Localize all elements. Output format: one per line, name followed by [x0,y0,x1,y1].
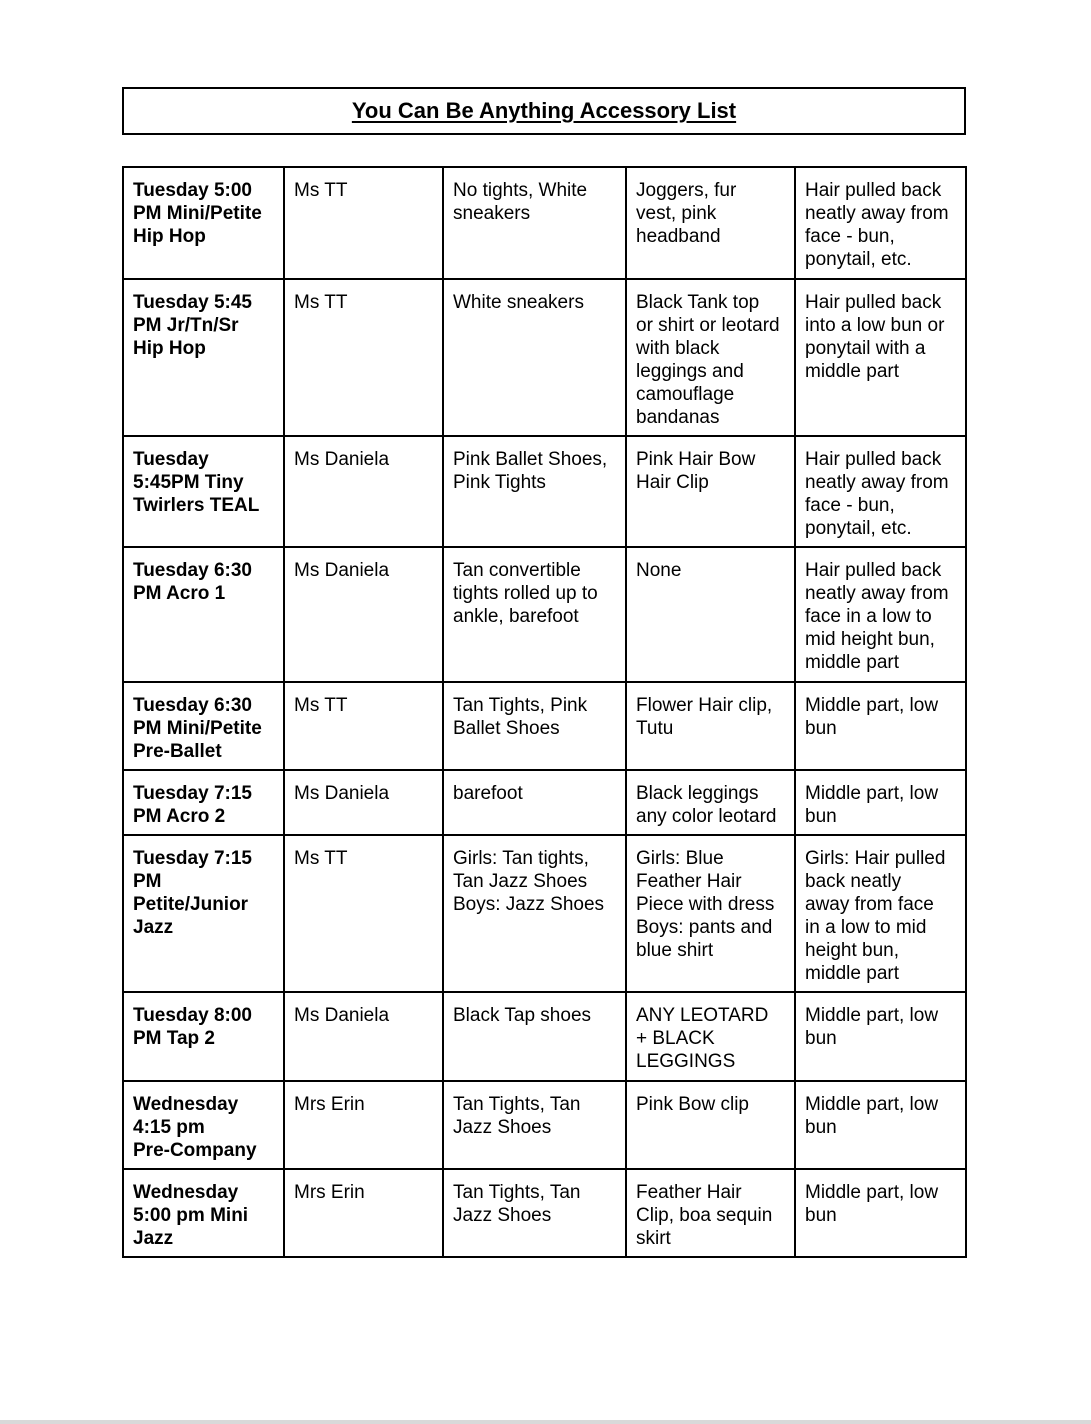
teacher-cell: Ms Daniela [284,547,443,682]
shoes-tights-cell: Tan convertible tights rolled up to ankle, barefoot [443,547,626,682]
class-time-cell: Tuesday 5:45PM Tiny Twirlers TEAL [123,436,284,547]
class-time-cell: Tuesday 8:00 PM Tap 2 [123,992,284,1081]
hair-cell: Middle part, low bun [795,770,966,835]
hair-cell: Middle part, low bun [795,992,966,1081]
accessories-cell: Black Tank top or shirt or leotard with black leggings and camouflage bandanas [626,279,795,436]
table-row [123,167,966,279]
hair-cell: Middle part, low bun [795,682,966,770]
accessory-table [122,166,967,1258]
accessories-cell: Pink Hair Bow Hair Clip [626,436,795,547]
teacher-cell: Ms TT [284,279,443,436]
table-row [123,279,966,436]
title-box [122,87,966,135]
teacher-cell: Mrs Erin [284,1081,443,1169]
accessories-cell: Girls: Blue Feather Hair Piece with dress Boys: pants and blue shirt [626,835,795,992]
teacher-cell: Ms TT [284,682,443,770]
table-row [123,547,966,682]
teacher-cell: Ms Daniela [284,436,443,547]
table-row [123,682,966,770]
shoes-tights-cell: White sneakers [443,279,626,436]
class-time-cell: Wednesday 5:00 pm Mini Jazz [123,1169,284,1257]
class-time-cell: Tuesday 6:30 PM Acro 1 [123,547,284,682]
shoes-tights-cell: Tan Tights, Pink Ballet Shoes [443,682,626,770]
hair-cell: Hair pulled back neatly away from face in a low to mid height bun, middle part [795,547,966,682]
table-row [123,770,966,835]
hair-cell: Middle part, low bun [795,1081,966,1169]
hair-cell: Hair pulled back neatly away from face - bun, ponytail, etc. [795,436,966,547]
class-time-cell: Tuesday 7:15 PM Acro 2 [123,770,284,835]
shoes-tights-cell: No tights, White sneakers [443,167,626,279]
teacher-cell: Ms Daniela [284,992,443,1081]
shoes-tights-cell: barefoot [443,770,626,835]
hair-cell: Girls: Hair pulled back neatly away from face in a low to mid height bun, middle part [795,835,966,992]
table-row [123,835,966,992]
shoes-tights-cell: Tan Tights, Tan Jazz Shoes [443,1169,626,1257]
table-row [123,1169,966,1257]
hair-cell: Hair pulled back neatly away from face - bun, ponytail, etc. [795,167,966,279]
document-title: You Can Be Anything Accessory List [351,98,737,123]
class-time-cell: Wednesday 4:15 pm Pre-Company [123,1081,284,1169]
teacher-cell: Ms TT [284,835,443,992]
hair-cell: Middle part, low bun [795,1169,966,1257]
accessories-cell: Flower Hair clip, Tutu [626,682,795,770]
accessories-cell: Feather Hair Clip, boa sequin skirt [626,1169,795,1257]
table-row [123,992,966,1081]
teacher-cell: Mrs Erin [284,1169,443,1257]
table-row [123,436,966,547]
accessories-cell: ANY LEOTARD + BLACK LEGGINGS [626,992,795,1081]
accessories-cell: Black leggings any color leotard [626,770,795,835]
accessories-cell: Pink Bow clip [626,1081,795,1169]
table-row [123,1081,966,1169]
class-time-cell: Tuesday 6:30 PM Mini/Petite Pre-Ballet [123,682,284,770]
shoes-tights-cell: Black Tap shoes [443,992,626,1081]
teacher-cell: Ms TT [284,167,443,279]
accessories-cell: None [626,547,795,682]
hair-cell: Hair pulled back into a low bun or ponytail with a middle part [795,279,966,436]
shoes-tights-cell: Girls: Tan tights, Tan Jazz Shoes Boys: Jazz Shoes [443,835,626,992]
class-time-cell: Tuesday 5:45 PM Jr/Tn/Sr Hip Hop [123,279,284,436]
teacher-cell: Ms Daniela [284,770,443,835]
class-time-cell: Tuesday 7:15 PM Petite/Junior Jazz [123,835,284,992]
shoes-tights-cell: Pink Ballet Shoes, Pink Tights [443,436,626,547]
class-time-cell: Tuesday 5:00 PM Mini/Petite Hip Hop [123,167,284,279]
page-bottom-divider [0,1420,1091,1424]
accessories-cell: Joggers, fur vest, pink headband [626,167,795,279]
shoes-tights-cell: Tan Tights, Tan Jazz Shoes [443,1081,626,1169]
